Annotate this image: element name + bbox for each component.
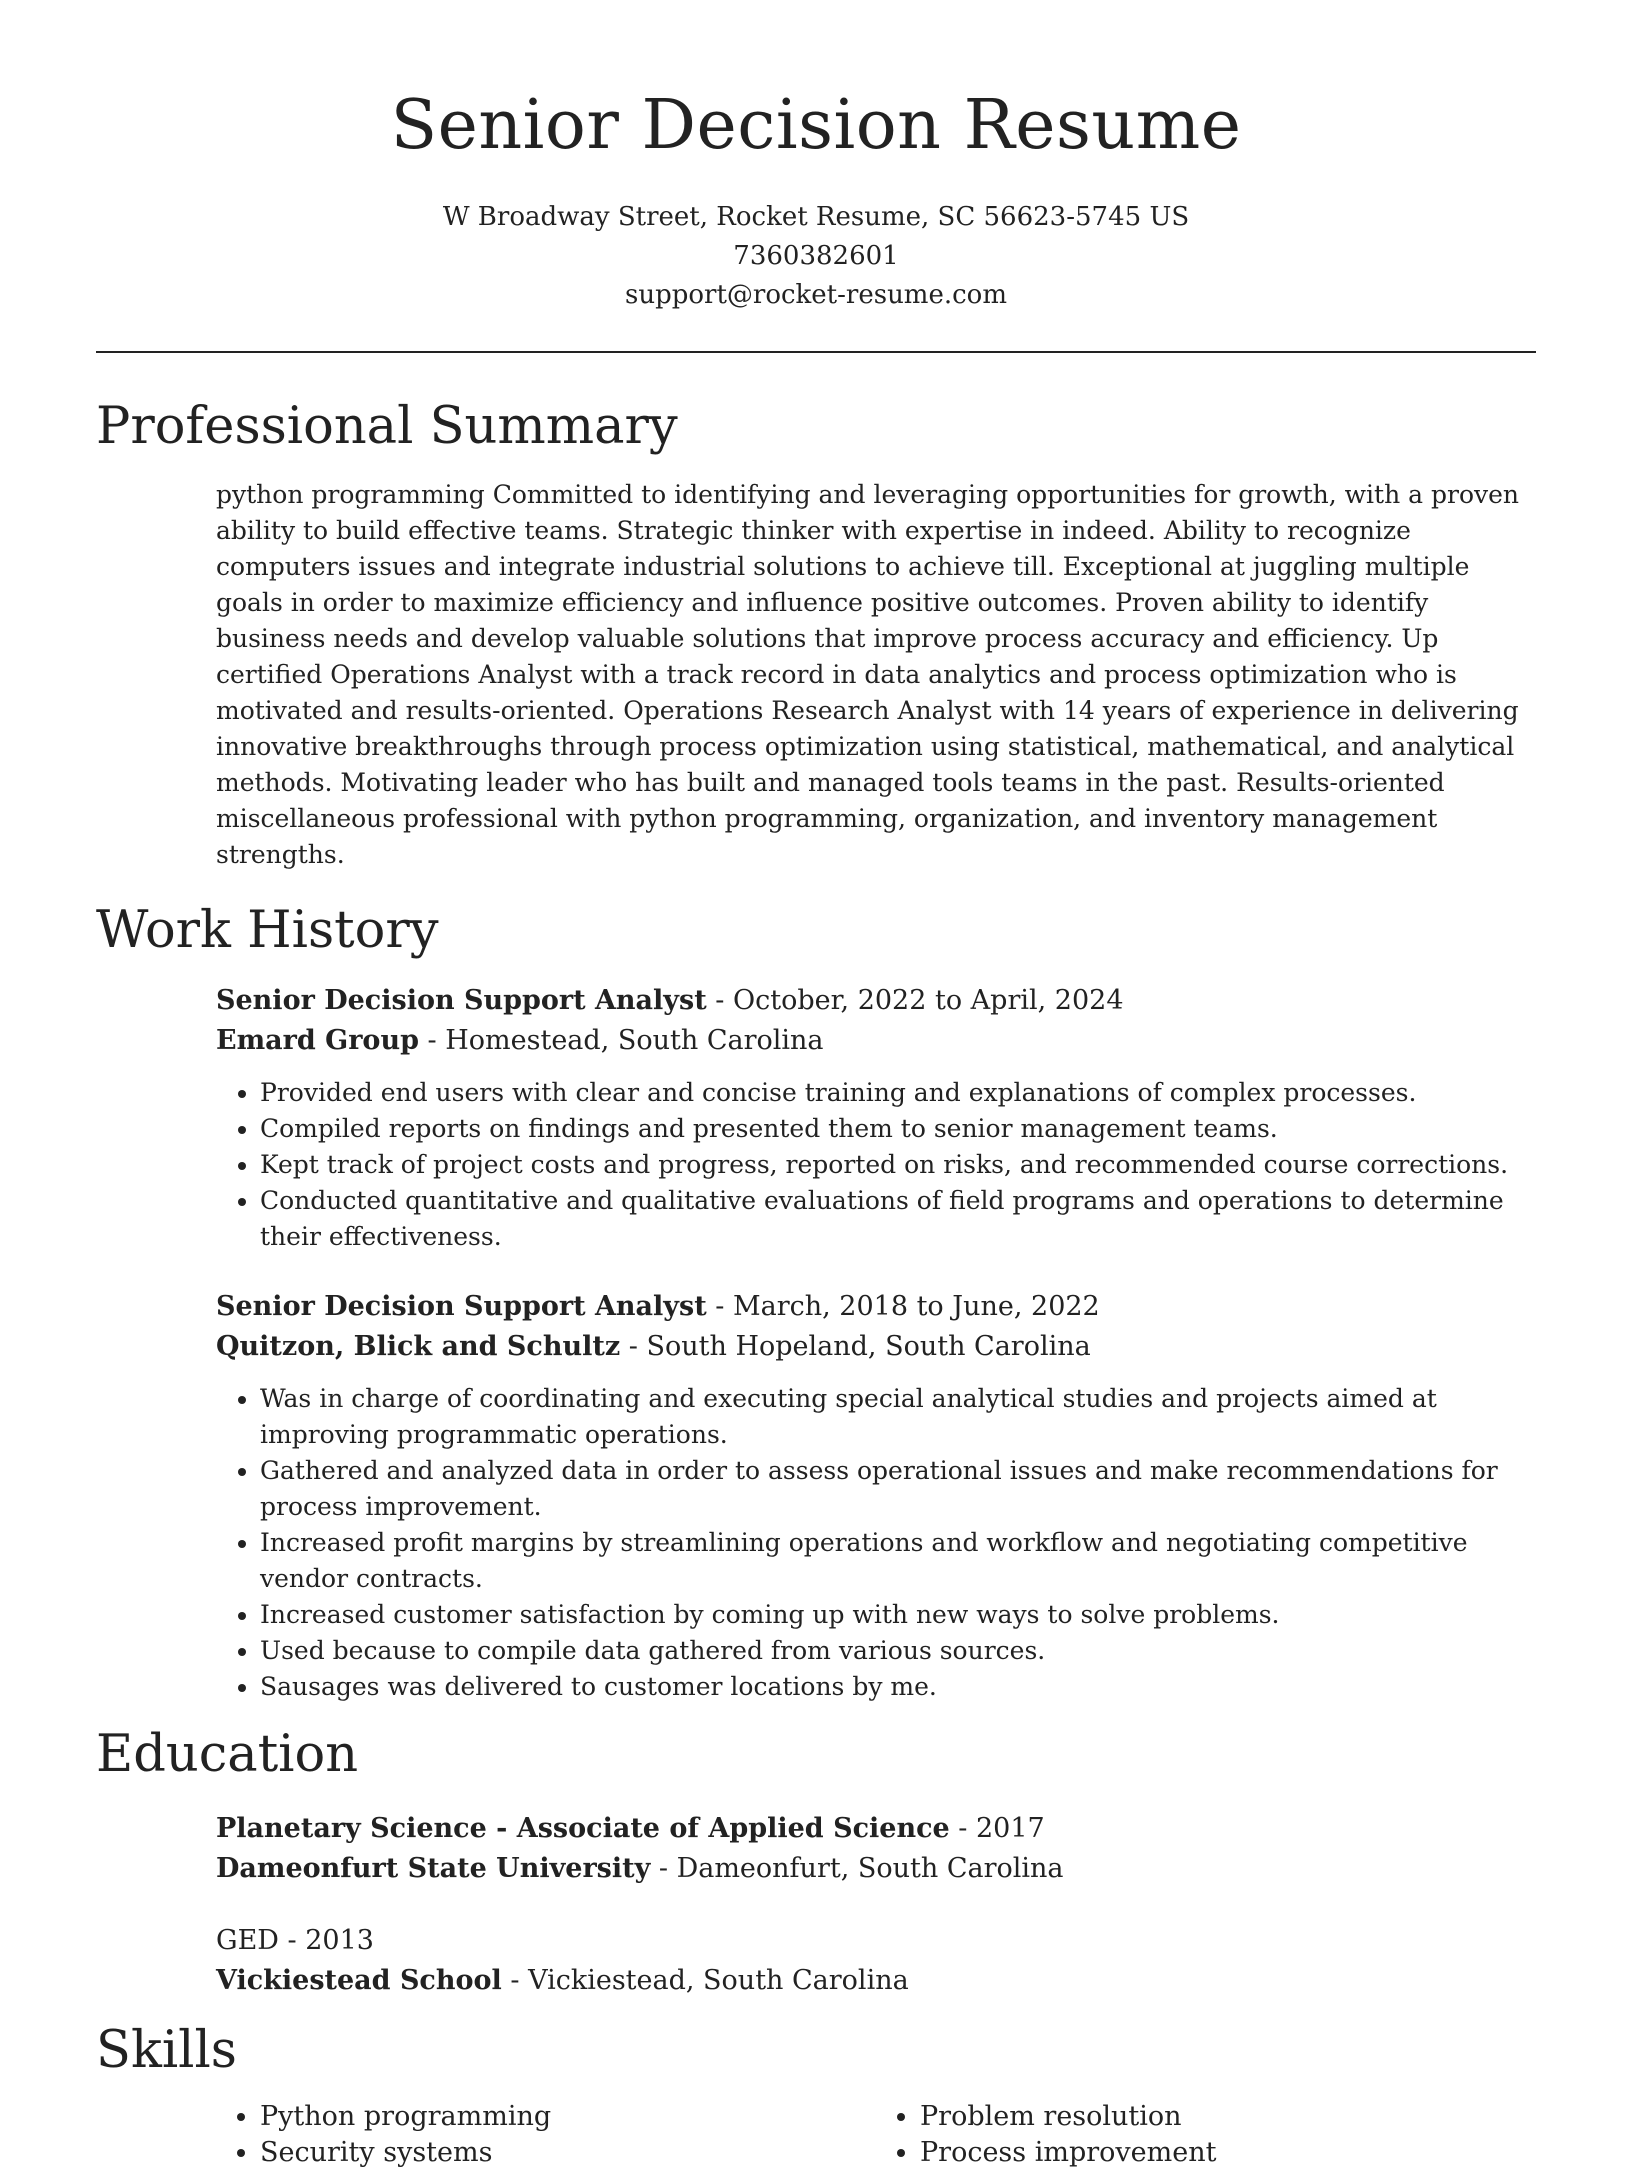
phone-text: 7360382601 xyxy=(733,241,899,271)
degree-line xyxy=(216,1921,1536,1961)
list-item: • Problem resolution xyxy=(920,2099,1536,2135)
list-item: • Conducted quantitative and qualitative evaluations of field programs and operations to determine their effectiveness. xyxy=(260,1183,1536,1255)
contact-info xyxy=(96,198,1536,315)
skills-list-right xyxy=(876,2099,1536,2171)
education-entry xyxy=(216,1809,1536,1889)
email-text: support@rocket-resume.com xyxy=(624,280,1007,310)
job-dates: - October, 2022 to April, 2024 xyxy=(706,985,1124,1016)
list-item: • Increased customer satisfaction by coming up with new ways to solve problems. xyxy=(260,1597,1536,1633)
education-title: Education xyxy=(96,1725,359,1784)
list-item: • Used because to compile data gathered from various sources. xyxy=(260,1633,1536,1669)
list-item: • Process improvement xyxy=(920,2135,1536,2171)
job-company: Quitzon, Blick and Schultz xyxy=(216,1331,621,1362)
job-dates: - March, 2018 to June, 2022 xyxy=(706,1291,1100,1322)
school-line xyxy=(216,1961,1536,2001)
list-item: • Python programming xyxy=(260,2099,876,2135)
job-location: - South Hopeland, South Carolina xyxy=(620,1331,1091,1362)
job-title-line xyxy=(216,981,1536,1021)
list-item: • Security systems xyxy=(260,2135,876,2171)
school-location: - Vickiestead, South Carolina xyxy=(501,1965,909,1996)
work-history-section xyxy=(96,901,1536,1705)
job-entry xyxy=(216,1287,1536,1705)
degree-line xyxy=(216,1809,1536,1849)
degree-name: GED xyxy=(216,1925,279,1956)
school-line xyxy=(216,1849,1536,1889)
skills-title: Skills xyxy=(96,2021,237,2080)
header-divider xyxy=(96,351,1536,353)
job-company: Emard Group xyxy=(216,1025,419,1056)
summary-text: python programming Committed to identifying and leveraging opportunities for growth, with a proven ability to build effective teams. Strategic thinker with expertise in indeed. Ability to recognize computers issues and integrate industrial solutions to achieve till. Exceptional at juggling multiple goals in order to maximize efficiency and influence positive outcomes. Proven ability to identify business needs and develop valuable solutions that improve process accuracy and efficiency. Up certified Operations Analyst with a track record in data analytics and process optimization who is motivated and results-oriented. Operations Research Analyst with 14 years of experience in delivering innovative breakthroughs through process optimization using statistical, mathematical, and analytical methods. Motivating leader who has built and managed tools teams in the past. Results-oriented miscellaneous professional with python programming, organization, and inventory management strengths. xyxy=(216,480,1520,869)
list-item: • Compiled reports on findings and presented them to senior management teams. xyxy=(260,1111,1536,1147)
list-item: • Sausages was delivered to customer locations by me. xyxy=(260,1669,1536,1705)
list-item: • Provided end users with clear and concise training and explanations of complex processes. xyxy=(260,1075,1536,1111)
skills-section xyxy=(96,2021,1536,2171)
skills-grid xyxy=(216,2099,1536,2171)
list-item: • Increased profit margins by streamlining operations and workflow and negotiating competitive vendor contracts. xyxy=(260,1525,1536,1597)
job-bullets xyxy=(216,1075,1536,1255)
degree-name: Planetary Science - Associate of Applied Science xyxy=(216,1813,950,1844)
education-section xyxy=(96,1725,1536,2001)
job-title-line xyxy=(216,1287,1536,1327)
degree-year: - 2013 xyxy=(278,1925,374,1956)
school-name: Vickiestead School xyxy=(216,1965,502,1996)
job-entry xyxy=(216,981,1536,1255)
address-text: W Broadway Street, Rocket Resume, SC 56623-5745 US xyxy=(442,202,1190,232)
job-company-line xyxy=(216,1327,1536,1367)
work-history-title: Work History xyxy=(96,901,439,960)
job-bullets xyxy=(216,1381,1536,1705)
education-entry xyxy=(216,1921,1536,2001)
summary-section xyxy=(96,397,1536,873)
job-role: Senior Decision Support Analyst xyxy=(216,985,707,1016)
school-name: Dameonfurt State University xyxy=(216,1853,651,1884)
resume-header xyxy=(96,0,1536,315)
list-item: • Was in charge of coordinating and executing special analytical studies and projects aimed at improving programmatic operations. xyxy=(260,1381,1536,1453)
list-item: • Gathered and analyzed data in order to assess operational issues and make recommendations for process improvement. xyxy=(260,1453,1536,1525)
job-location: - Homestead, South Carolina xyxy=(418,1025,824,1056)
job-company-line xyxy=(216,1021,1536,1061)
resume-page xyxy=(96,0,1536,2171)
skills-list-left xyxy=(216,2099,876,2171)
list-item: • Kept track of project costs and progress, reported on risks, and recommended course corrections. xyxy=(260,1147,1536,1183)
candidate-name: Senior Decision Resume xyxy=(390,86,1242,165)
school-location: - Dameonfurt, South Carolina xyxy=(650,1853,1064,1884)
degree-year: - 2017 xyxy=(949,1813,1045,1844)
summary-title: Professional Summary xyxy=(96,397,678,456)
job-role: Senior Decision Support Analyst xyxy=(216,1291,707,1322)
